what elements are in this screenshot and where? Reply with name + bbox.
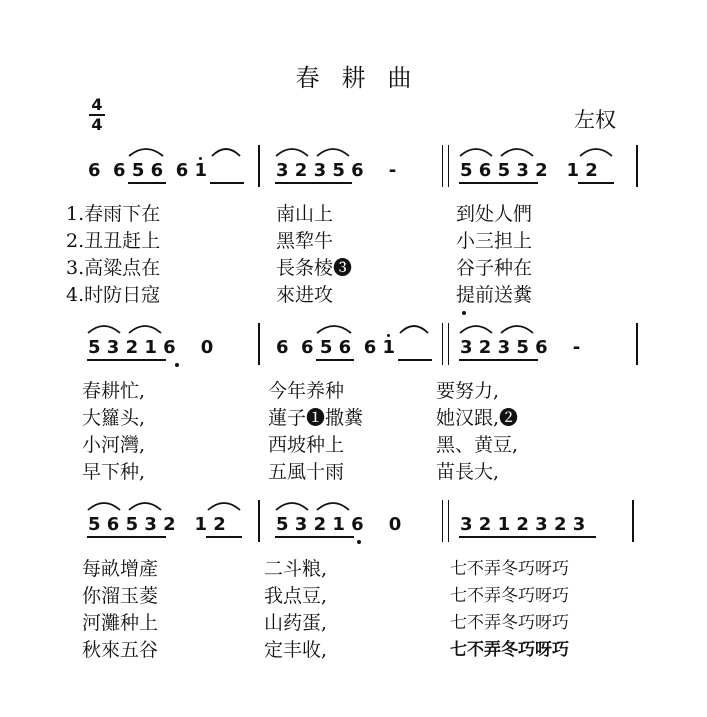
- measure-3-3-notes: 3 2 1 2 3 2 3: [460, 514, 586, 535]
- slur: [129, 503, 161, 510]
- lyric-3-3-c: 七不弄冬巧呀巧: [450, 613, 569, 633]
- slur: [276, 149, 308, 156]
- lyric-3-1-c: 七不弄冬巧呀巧: [450, 559, 569, 579]
- lyric-1-1-b: 南山上: [276, 203, 334, 225]
- time-signature-top: 4: [91, 95, 103, 114]
- lyric-1-2-b: 黑犂牛: [276, 230, 334, 252]
- lyric-1-4-b: 來进攻: [276, 284, 334, 306]
- measure-3-1-notes: 5 6 5 3 2 1 2: [88, 514, 226, 535]
- slur: [208, 503, 240, 510]
- lyric-2-1-a: 春耕忙,: [82, 380, 146, 402]
- measure-2-1-notes: 5 3 2 1 6 0: [88, 337, 214, 358]
- lyric-1-3-c: 谷子种在: [456, 257, 533, 279]
- measure-2-3-notes: 3 2 3 5 6 -: [460, 337, 581, 358]
- lyric-1-1-a: 1.春雨下在: [66, 203, 161, 225]
- measure-1-3-notes: 5 6 5 3 2 1 2: [460, 160, 598, 181]
- lyric-3-1-a: 每畝增產: [82, 558, 159, 580]
- slur: [212, 149, 240, 156]
- lyric-2-1-c: 要努力,: [436, 380, 500, 402]
- slur: [501, 149, 533, 156]
- lyric-1-3-b: 長条棱❸: [276, 257, 353, 279]
- time-signature-bottom: 4: [91, 115, 103, 134]
- lyric-3-2-a: 你溜玉菱: [82, 585, 159, 607]
- slur: [501, 326, 533, 333]
- slur: [129, 326, 161, 333]
- lyric-2-4-a: 早下种,: [82, 461, 146, 483]
- lyric-3-3-a: 河灘种上: [82, 612, 159, 634]
- lyric-3-4-c: 七不弄冬巧呀巧: [450, 640, 569, 660]
- lyric-2-2-b: 蓮子❶撒糞: [268, 407, 364, 429]
- slur: [317, 326, 351, 333]
- lyric-1-2-a: 2.丑丑赶上: [66, 230, 161, 252]
- lyric-3-1-b: 二斗粮,: [264, 558, 328, 580]
- lyric-1-2-c: 小三担上: [456, 230, 533, 252]
- lyric-2-4-c: 苗長大,: [436, 461, 500, 483]
- composer-name: 左权: [574, 108, 616, 132]
- slur: [129, 149, 163, 156]
- lyric-2-3-a: 小河灣,: [82, 434, 146, 456]
- lyric-1-1-c: 到处人們: [456, 203, 533, 225]
- lyric-1-4-c: 提前送糞: [456, 284, 533, 306]
- lyric-2-2-a: 大籮头,: [82, 407, 146, 429]
- slur: [88, 503, 120, 510]
- lyric-3-2-b: 我点豆,: [264, 585, 328, 607]
- slur: [276, 503, 308, 510]
- lyric-1-4-a: 4.时防日寇: [66, 284, 161, 306]
- measure-3-2-notes: 5 3 2 1 6 0: [276, 514, 402, 535]
- lyric-3-4-b: 定丰收,: [264, 639, 328, 661]
- slur: [88, 326, 120, 333]
- lyric-3-2-c: 七不弄冬巧呀巧: [450, 586, 569, 606]
- measure-2-2-notes: 6 6 5 6 6 1: [276, 337, 396, 358]
- slur: [317, 503, 349, 510]
- lyric-2-4-b: 五風十雨: [268, 461, 345, 483]
- lyric-2-1-b: 今年养种: [268, 380, 345, 402]
- slur: [317, 149, 349, 156]
- lyric-1-3-a: 3.高粱点在: [66, 257, 161, 279]
- slur: [460, 149, 492, 156]
- lyric-2-3-c: 黑、黄豆,: [436, 434, 519, 456]
- slur: [460, 326, 492, 333]
- measure-1-2-notes: 3 2 3 5 6 -: [276, 160, 397, 181]
- lyric-3-4-a: 秋來五谷: [82, 639, 159, 661]
- measure-1-1-notes: 6 6 5 6 6 1: [88, 160, 208, 181]
- lyric-2-2-c: 她汉跟,❷: [436, 407, 519, 429]
- lyric-2-3-b: 西坡种上: [268, 434, 345, 456]
- slur: [580, 149, 612, 156]
- page-title: 春耕曲: [295, 64, 434, 92]
- lyric-3-3-b: 山药蛋,: [264, 612, 328, 634]
- slur: [400, 326, 428, 333]
